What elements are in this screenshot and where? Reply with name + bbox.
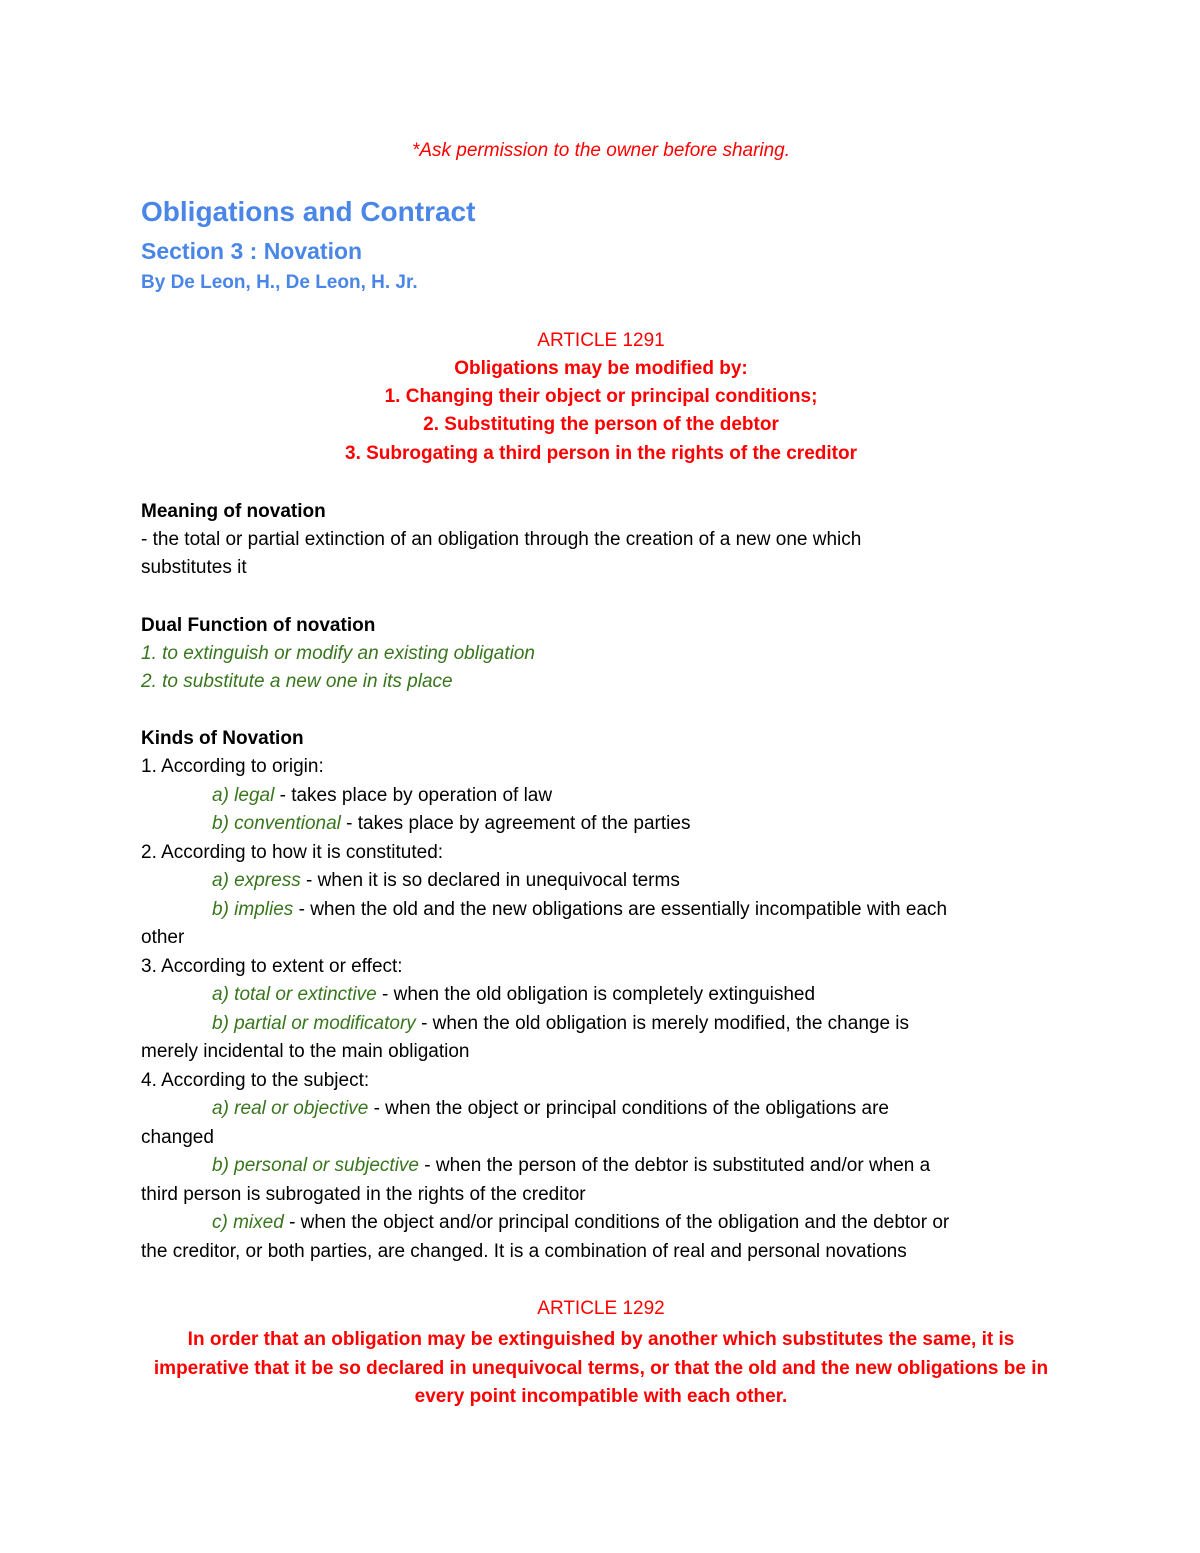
kind-extent-label: 3. According to extent or effect: <box>141 956 403 977</box>
kind-description-continued: changed <box>141 1127 214 1148</box>
dual-function-item: 2. to substitute a new one in its place <box>141 671 453 692</box>
kind-term: c) mixed <box>212 1212 284 1233</box>
kind-description: - when the object or principal conditions of the obligations are <box>368 1098 889 1119</box>
dual-function-item: 1. to extinguish or modify an existing obligation <box>141 643 535 664</box>
dual-function-heading: Dual Function of novation <box>141 615 376 636</box>
kind-description: - when it is so declared in unequivocal terms <box>300 870 680 891</box>
article-1291-lead: Obligations may be modified by: <box>454 358 748 379</box>
kind-description: - takes place by operation of law <box>274 785 553 806</box>
kind-description: - when the old obligation is merely modified, the change is <box>415 1013 910 1034</box>
kind-term: b) conventional <box>212 813 341 834</box>
kind-description: - when the person of the debtor is substituted and/or when a <box>419 1155 931 1176</box>
kind-term: a) real or objective <box>212 1098 369 1119</box>
meaning-heading: Meaning of novation <box>141 501 326 522</box>
kind-description: - when the object and/or principal conditions of the obligation and the debtor or <box>283 1212 950 1233</box>
sharing-notice: *Ask permission to the owner before sharing. <box>411 140 791 161</box>
document-subtitle: Section 3 : Novation <box>141 238 363 264</box>
author-byline: By De Leon, H., De Leon, H. Jr. <box>141 272 418 293</box>
meaning-text: - the total or partial extinction of an obligation through the creation of a new one which <box>141 529 862 550</box>
kind-item <box>212 1155 930 1177</box>
kind-term: a) express <box>212 870 301 891</box>
kind-description: - takes place by agreement of the parties <box>340 813 691 834</box>
kind-term: b) partial or modificatory <box>212 1013 416 1034</box>
kind-description-continued: third person is subrogated in the rights of the creditor <box>141 1184 586 1205</box>
kind-term: b) personal or subjective <box>212 1155 419 1176</box>
kind-constituted-label: 2. According to how it is constituted: <box>141 842 444 863</box>
kind-item <box>212 984 815 1006</box>
kind-item <box>212 1098 889 1120</box>
document-title: Obligations and Contract <box>141 196 476 227</box>
kind-item <box>212 785 552 807</box>
kind-origin-label: 1. According to origin: <box>141 756 324 777</box>
kind-description-continued: the creditor, or both parties, are changed. It is a combination of real and personal novations <box>141 1241 907 1262</box>
kind-description-continued: other <box>141 927 185 948</box>
article-1291-heading: ARTICLE 1291 <box>537 330 665 351</box>
article-1292-body: In order that an obligation may be extinguished by another which substitutes the same, it is imperative that it be so declared in unequivocal terms, or that the old and the new obligations be in every point incompatible with each other. <box>153 1329 1049 1407</box>
article-1291-item: 3. Subrogating a third person in the rights of the creditor <box>345 443 857 464</box>
kind-item <box>212 1013 909 1035</box>
kind-item <box>212 870 680 892</box>
kind-item <box>212 899 947 921</box>
kind-item <box>212 813 690 835</box>
article-1291-item: 2. Substituting the person of the debtor <box>423 414 779 435</box>
article-1291-item: 1. Changing their object or principal conditions; <box>384 386 818 407</box>
kind-term: a) legal <box>212 785 275 806</box>
kind-term: b) implies <box>212 899 294 920</box>
kind-description: - when the old and the new obligations are essentially incompatible with each <box>293 899 948 920</box>
kind-description: - when the old obligation is completely extinguished <box>376 984 816 1005</box>
kind-description-continued: merely incidental to the main obligation <box>141 1041 470 1062</box>
kind-subject-label: 4. According to the subject: <box>141 1070 370 1091</box>
meaning-text: substitutes it <box>141 557 247 578</box>
kinds-heading: Kinds of Novation <box>141 728 304 749</box>
kind-item <box>212 1212 949 1234</box>
article-1292-heading: ARTICLE 1292 <box>537 1298 665 1319</box>
kind-term: a) total or extinctive <box>212 984 377 1005</box>
